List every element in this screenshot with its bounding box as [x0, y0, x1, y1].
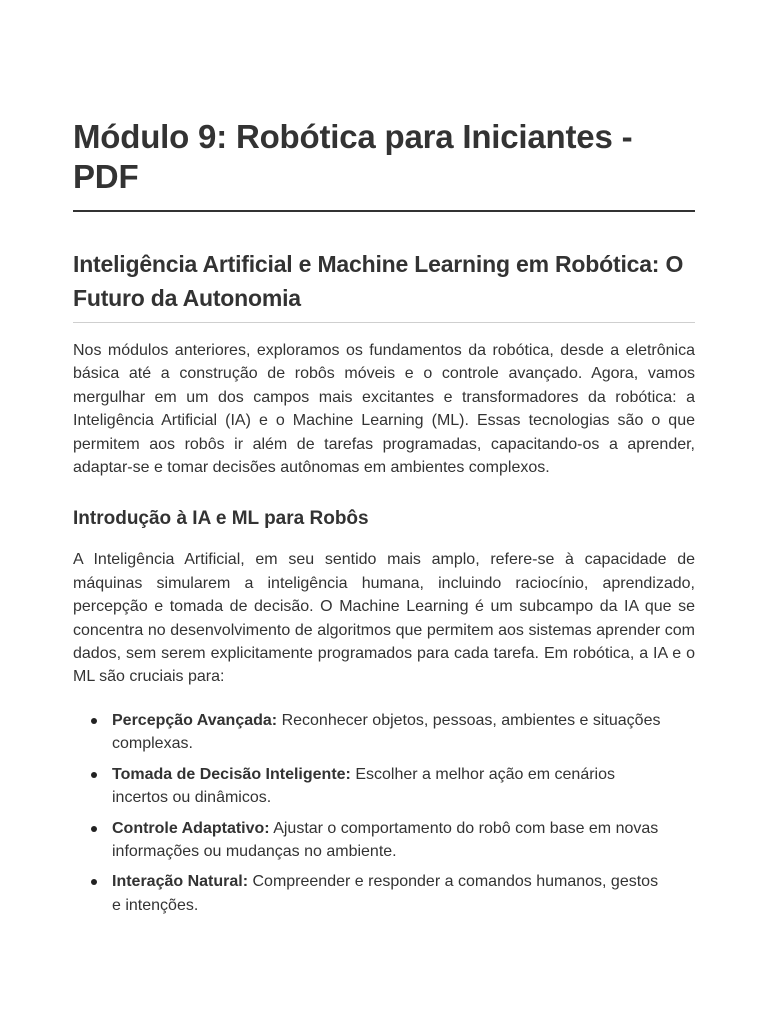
intro-paragraph: Nos módulos anteriores, exploramos os fundamentos da robótica, desde a eletrônica básica até a construção de robôs móveis e o controle avançado. Agora, vamos mergulhar em um dos campos mais excitantes e transformadores da robótica: a Inteligência Artificial (IA) e o Machine Learning (ML). Essas tecnologias são o que permitem aos robôs ir além de tarefas programadas, capacitando-os a aprender, adaptar-se e tomar decisões autônomas em ambientes complexos. — [73, 342, 695, 477]
subsection-paragraph: A Inteligência Artificial, em seu sentido mais amplo, refere-se à capacidade de máquinas simularem a inteligência humana, incluindo raciocínio, aprendizado, percepção e tomada de decisão. O Machine Learning é um subcampo da IA que se concentra no desenvolvimento de algoritmos que permitem aos sistemas aprender com dados, sem serem explicitamente programados para cada tarefa. Em robótica, a IA e o ML são cruciais para: — [73, 551, 695, 686]
bullet-text: Reconhecer objetos, pessoas, ambientes e situações complexas. — [112, 711, 661, 753]
list-item — [73, 870, 695, 917]
bullet-text: Compreender e responder a comandos humanos, gestos e intenções. — [112, 873, 659, 914]
bullet-dot-icon — [91, 718, 97, 724]
section-title: Inteligência Artificial e Machine Learning em Robótica: O Futuro da Autonomia — [73, 251, 684, 311]
list-item — [73, 709, 695, 756]
bullet-term: Interação Natural: — [112, 873, 249, 891]
bullet-term: Controle Adaptativo: — [112, 819, 270, 837]
list-item — [73, 817, 695, 864]
bullet-dot-icon — [91, 879, 97, 885]
bullet-term: Tomada de Decisão Inteligente: — [112, 765, 351, 783]
section-divider — [73, 322, 695, 323]
bullet-list — [73, 709, 695, 917]
title-divider — [73, 210, 695, 212]
document-title: Módulo 9: Robótica para Iniciantes - PDF — [73, 118, 633, 195]
bullet-term: Percepção Avançada: — [112, 711, 278, 729]
bullet-dot-icon — [91, 826, 97, 832]
subsection-title: Introdução à IA e ML para Robôs — [73, 508, 369, 530]
list-item — [73, 763, 695, 810]
bullet-text: Escolher a melhor ação em cenários incertos ou dinâmicos. — [112, 765, 615, 807]
bullet-text: Ajustar o comportamento do robô com base em novas informações ou mudanças no ambiente. — [112, 819, 659, 860]
bullet-dot-icon — [91, 772, 97, 778]
